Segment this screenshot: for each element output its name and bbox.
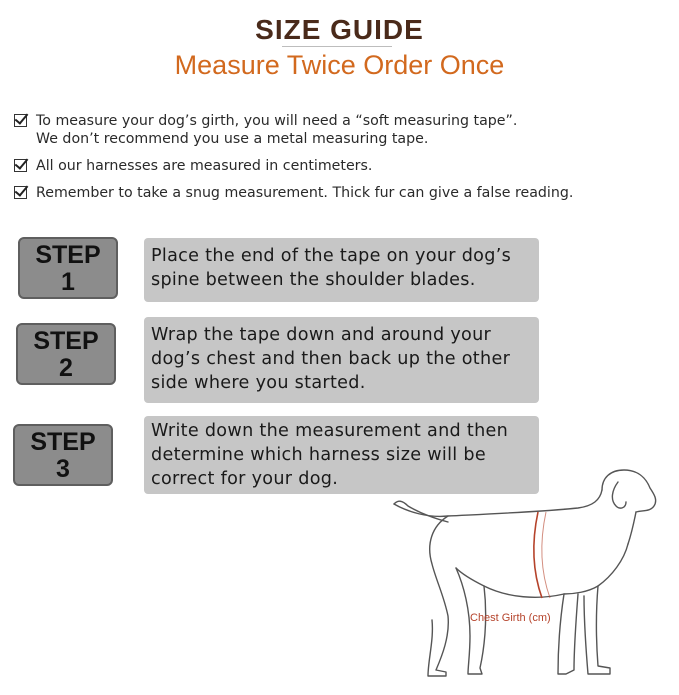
step-label: STEP [33,327,99,355]
title-underline [282,46,392,47]
checkbox-checked-icon [14,114,27,127]
step-1-badge [18,237,118,299]
step-label: STEP [35,241,101,269]
dog-outline-icon [388,460,668,685]
notes-list [14,112,654,211]
note-line: Remember to take a snug measurement. Thick fur can give a false reading. [36,185,574,201]
step-text-line: Place the end of the tape on your dog’s [151,246,512,266]
page-title: SIZE GUIDE [255,14,424,45]
step-text-line: determine which harness size will be [151,445,486,465]
step-number: 3 [56,455,70,483]
checkbox-checked-icon [14,186,27,199]
note-item [14,184,654,202]
step-number: 2 [59,354,73,382]
step-2-badge [16,323,116,385]
step-text-line: side where you started. [151,373,366,393]
step-3-badge [13,424,113,486]
note-item [14,112,654,148]
step-text-line: spine between the shoulder blades. [151,270,476,290]
checkbox-checked-icon [14,159,27,172]
note-line: We don’t recommend you use a metal measuring tape. [36,131,429,147]
step-label: STEP [30,428,96,456]
note-item [14,157,654,175]
note-line: All our harnesses are measured in centimeters. [36,158,373,174]
step-text-line: Wrap the tape down and around your [151,325,492,345]
chest-girth-label: Chest Girth (cm) [470,612,551,624]
page-subtitle: Measure Twice Order Once [174,50,505,80]
step-2-instruction [144,317,539,403]
step-text-line: dog’s chest and then back up the other [151,349,511,369]
step-1-instruction [144,238,539,302]
note-line: To measure your dog’s girth, you will need a “soft measuring tape”. [36,113,518,129]
step-text-line: Write down the measurement and then [151,421,509,441]
step-number: 1 [61,268,75,296]
step-text-line: correct for your dog. [151,469,339,489]
